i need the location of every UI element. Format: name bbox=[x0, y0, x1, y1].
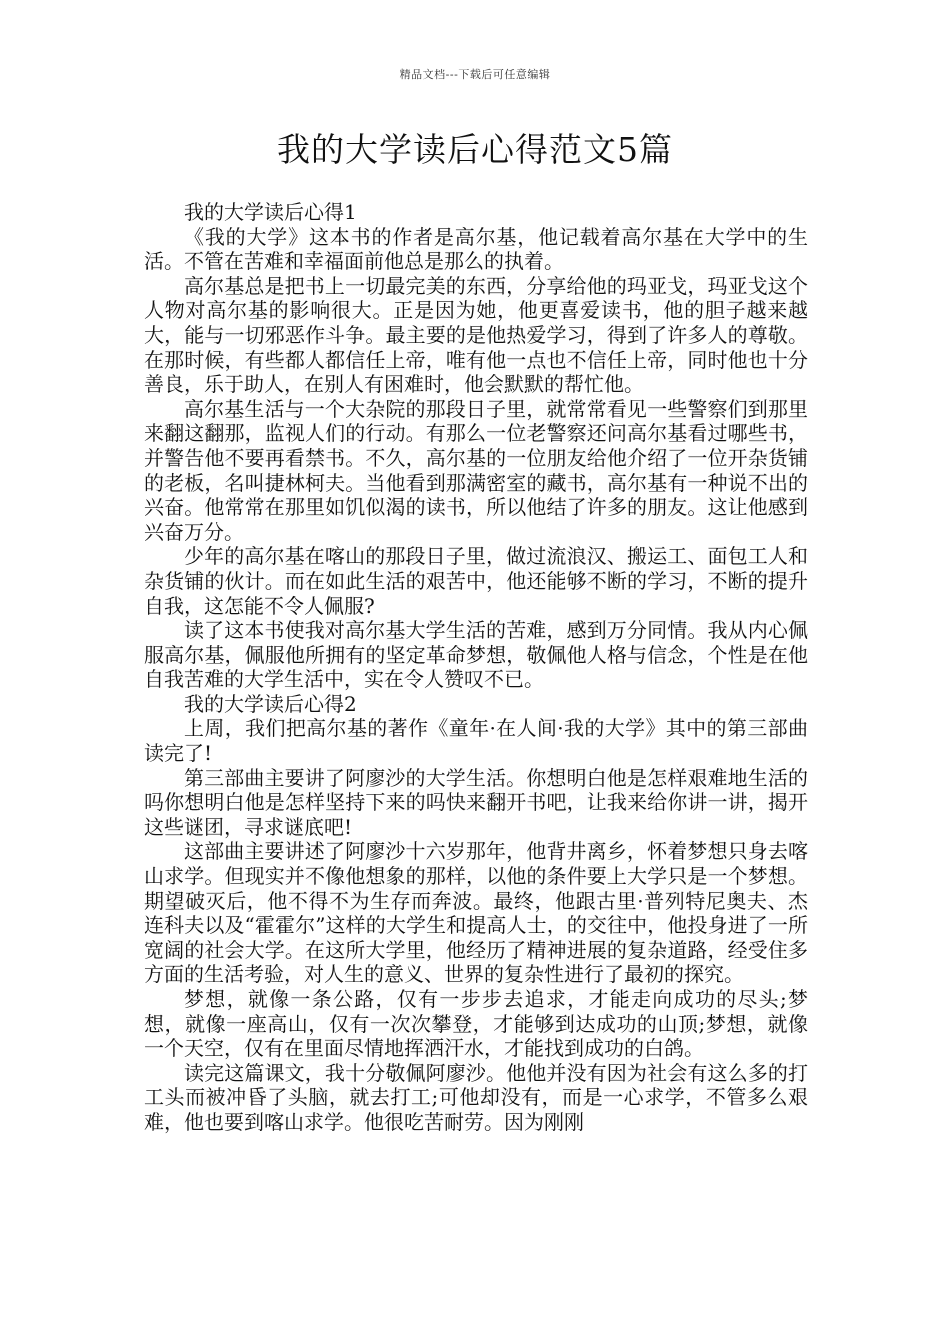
paragraph: 《我的大学》这本书的作者是高尔基，他记载着高尔基在大学中的生活。不管在苦难和幸福面前他总是那么的执着。 bbox=[144, 224, 808, 274]
paragraph: 这部曲主要讲述了阿廖沙十六岁那年，他背井离乡，怀着梦想只身去喀山求学。但现实并不像他想象的那样，以他的条件要上大学只是一个梦想。期望破灭后，他不得不为生存而奔波。最终，他跟古里·普列特尼奥夫、杰连科夫以及“霍霍尔”这样的大学生和提高人士，的交往中，他投身进了一所宽阔的社会大学。在这所大学里，他经历了精神进展的复杂道路，经受住多方面的生活考验，对人生的意义、世界的复杂性进行了最初的探究。 bbox=[144, 839, 808, 987]
section-heading: 我的大学读后心得1 bbox=[184, 200, 357, 224]
header-note: 精品文档---下载后可任意编辑 bbox=[399, 68, 551, 81]
section-heading: 我的大学读后心得2 bbox=[184, 691, 357, 716]
paragraph: 读了这本书使我对高尔基大学生活的苦难，感到万分同情。我从内心佩服高尔基，佩服他所拥有的坚定革命梦想，敬佩他人格与信念，个性是在他自我苦难的大学生活中，实在令人赞叹不已。 bbox=[144, 618, 808, 692]
paragraph: 高尔基总是把书上一切最完美的东西，分享给他的玛亚戈，玛亚戈这个人物对高尔基的影响很大。正是因为她，他更喜爱读书，他的胆子越来越大，能与一切邪恶作斗争。最主要的是他热爱学习，得到了许多人的尊敬。在那时候，有些都人都信任上帝，唯有他一点也不信任上帝，同时他也十分善良，乐于助人，在别人有困难时，他会默默的帮忙他。 bbox=[144, 273, 808, 397]
document-title: 我的大学读后心得范文5篇 bbox=[277, 130, 673, 169]
paragraph: 梦想，就像一条公路，仅有一步步去追求，才能走向成功的尽头;梦想，就像一座高山，仅有一次次攀登，才能够到达成功的山顶;梦想，就像一个天空，仅有在里面尽情地挥洒汗水，才能找到成功的白鸽。 bbox=[144, 987, 808, 1061]
document-body bbox=[144, 200, 808, 1135]
paragraph: 高尔基生活与一个大杂院的那段日子里，就常常看见一些警察们到那里来翻这翻那，监视人们的行动。有那么一位老警察还问高尔基看过哪些书，并警告他不要再看禁书。不久，高尔基的一位朋友给他介绍了一位开杂货铺的老板，名叫捷林柯夫。当他看到那满密室的藏书，高尔基有一种说不出的兴奋。他常常在那里如饥似渴的读书，所以他结了许多的朋友。这让他感到兴奋万分。 bbox=[144, 396, 808, 544]
paragraph: 第三部曲主要讲了阿廖沙的大学生活。你想明白他是怎样艰难地生活的吗你想明白他是怎样坚持下来的吗快来翻开书吧，让我来给你讲一讲，揭开这些谜团，寻求谜底吧! bbox=[144, 765, 808, 839]
paragraph: 上周，我们把高尔基的著作《童年·在人间·我的大学》其中的第三部曲读完了! bbox=[144, 716, 808, 766]
paragraph: 读完这篇课文，我十分敬佩阿廖沙。他他并没有因为社会有这么多的打工头而被冲昏了头脑，就去打工;可他却没有，而是一心求学，不管多么艰难，他也要到喀山求学。他很吃苦耐劳。因为刚刚 bbox=[144, 1060, 808, 1134]
paragraph: 少年的高尔基在喀山的那段日子里，做过流浪汉、搬运工、面包工人和杂货铺的伙计。而在如此生活的艰苦中，他还能够不断的学习，不断的提升自我，这怎能不令人佩服? bbox=[144, 544, 808, 618]
